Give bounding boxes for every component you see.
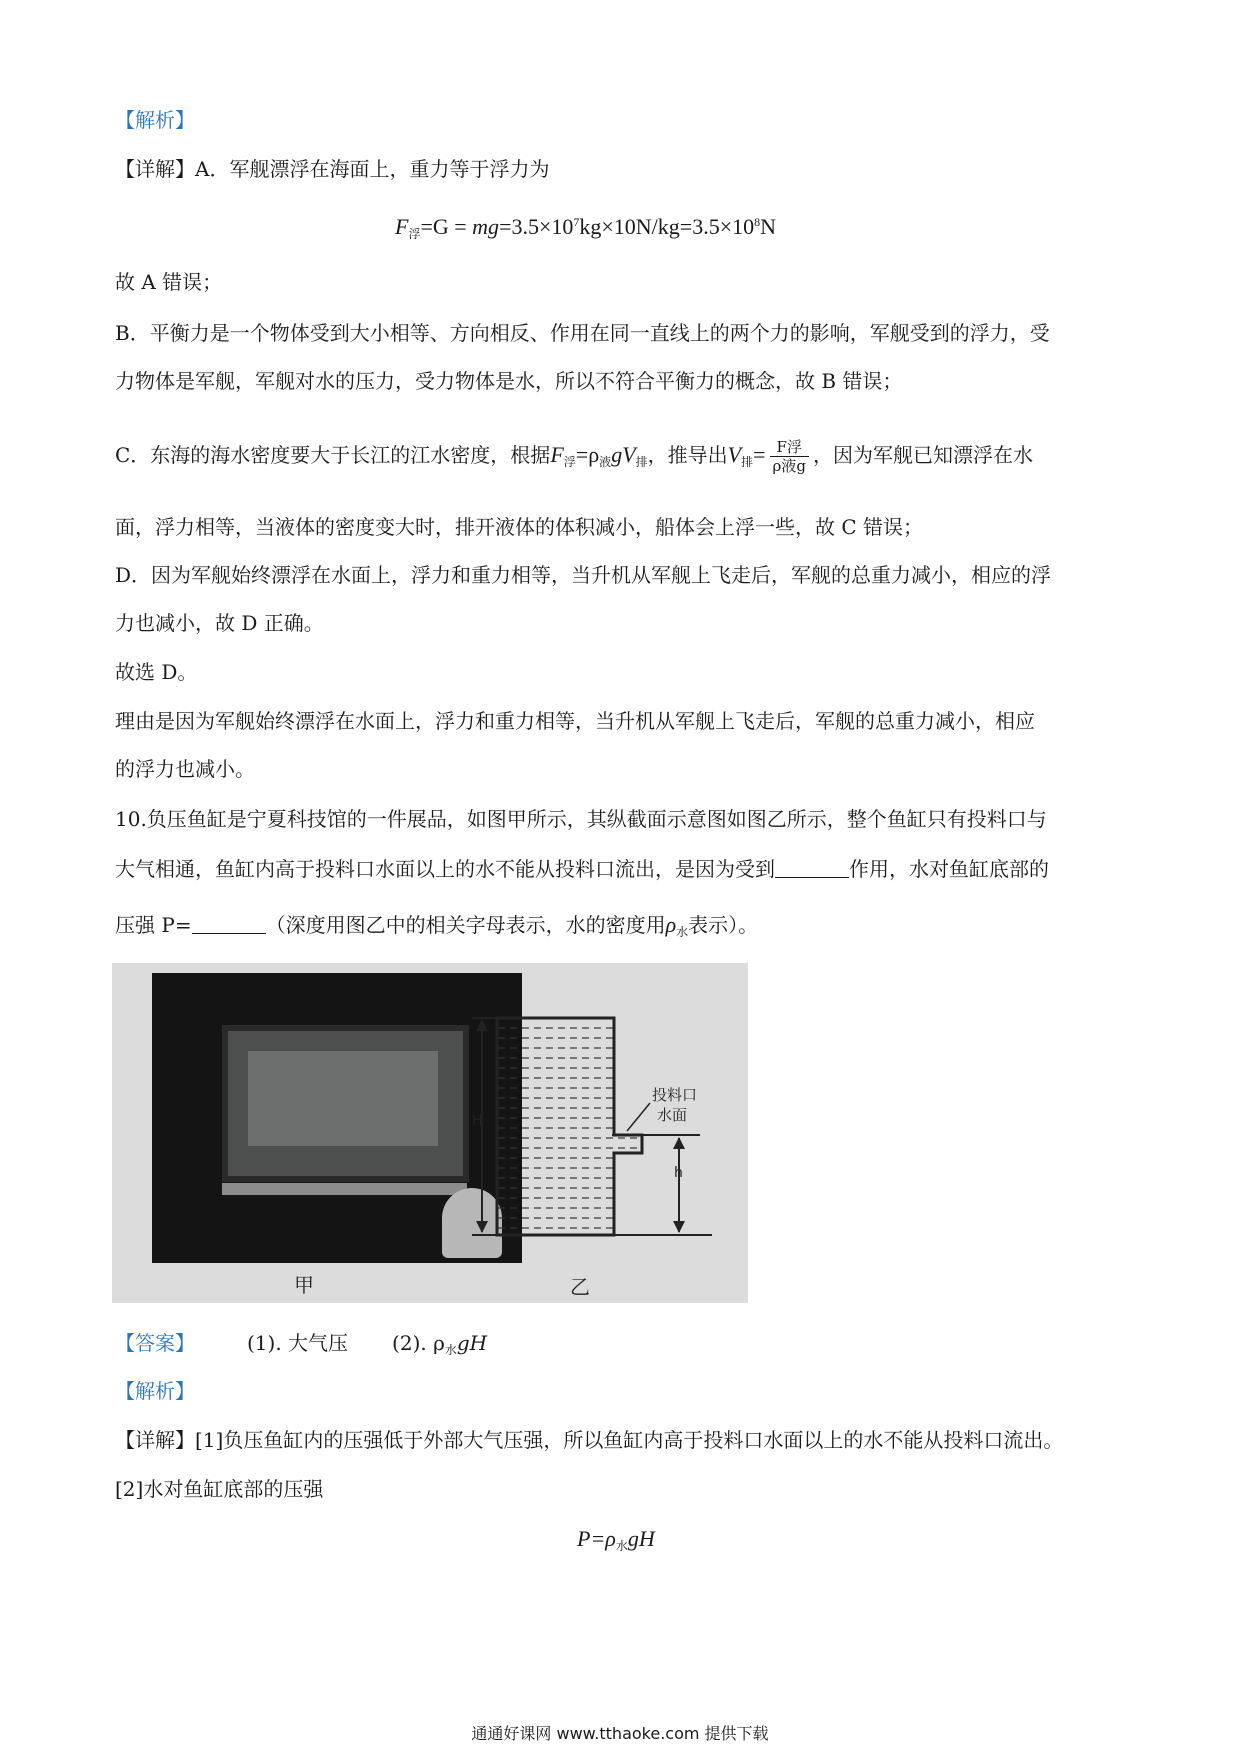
answer-blank-1 <box>775 857 849 878</box>
page-footer: 通通好课网 www.tthaoke.com 提供下载 <box>471 1724 769 1743</box>
final-pressure-formula: $P=\rho_水gH$ <box>577 1526 655 1553</box>
buoyancy-formula: $F_浮=G = mg=3.5\times 10^7kg\times 10N/kg=3.5\times 10^8N$ <box>395 214 777 241</box>
option-b-line-2: 力物体是军舰，军舰对水的压力，受力物体是水，所以不符合平衡力的概念，故 B 错误； <box>115 369 903 393</box>
option-c-line-1: C．东海的海水密度要大于长江的江水密度，根据$F_浮=\rho_液gV_排$，推导出$V_排=$ $\frac{\text{F浮}}{\text{ρ液g}}$ ，因为军舰已知漂浮在水 <box>115 438 1033 475</box>
detail-a-line <box>115 155 549 183</box>
label-water-surface: 水面 <box>657 1106 688 1124</box>
label-H: H <box>472 1113 483 1129</box>
label-jia: 甲 <box>294 1273 314 1297</box>
answer-line <box>115 1329 487 1364</box>
analysis-tag-2: 【解析】 <box>115 1379 195 1403</box>
fish-tank-diagram <box>112 963 748 1303</box>
answer-blank-2 <box>192 913 266 934</box>
reason-line-1: 理由是因为军舰始终漂浮在水面上，浮力和重力相等，当升机从军舰上飞走后，军舰的总重力减小，相应 <box>115 709 1035 733</box>
answer-1: (1). 大气压 <box>247 1331 349 1355</box>
answer-tag: 【答案】 <box>115 1331 195 1355</box>
volume-fraction: $\frac{\text{F浮}}{\text{ρ液g}}$ <box>770 438 809 475</box>
option-d-line-1: D．因为军舰始终漂浮在水面上，浮力和重力相等，当升机从军舰上飞走后，军舰的总重力减小，相应的浮 <box>115 563 1052 587</box>
option-b-line-1: B．平衡力是一个物体受到大小相等、方向相反、作用在同一直线上的两个力的影响，军舰受到的浮力，受 <box>115 321 1050 345</box>
option-a-text: A．军舰漂浮在海面上，重力等于浮力为 <box>195 157 550 181</box>
question-10-line-2: 大气相通，鱼缸内高于投料口水面以上的水不能从投料口流出，是因为受到 作用，水对鱼缸底部的 <box>115 857 1049 881</box>
option-a-conclusion: 故 A 错误； <box>115 270 223 294</box>
choice-conclusion: 故选 D。 <box>115 660 198 684</box>
fish-tank-figure <box>112 963 748 1303</box>
reason-line-2: 的浮力也减小。 <box>115 757 255 781</box>
detail-line-1: 【详解】[1]负压鱼缸内的压强低于外部大气压强，所以鱼缸内高于投料口水面以上的水不能从投料口流出。 <box>115 1428 1064 1452</box>
detail-line-2: [2]水对鱼缸底部的压强 <box>115 1477 324 1501</box>
answer-2: (2). $\rho_水gH$ <box>392 1331 488 1357</box>
question-10-line-3: 压强 P= （深度用图乙中的相关字母表示，水的密度用$\rho_水$表示）。 <box>115 912 759 939</box>
analysis-tag: 【解析】 <box>115 108 195 132</box>
label-feed-port: 投料口 <box>652 1086 698 1104</box>
label-h: h <box>674 1165 683 1181</box>
option-d-line-2: 力也减小，故 D 正确。 <box>115 611 324 635</box>
question-10-line-1: 10.负压鱼缸是宁夏科技馆的一件展品，如图甲所示，其纵截面示意图如图乙所示，整个鱼缸只有投料口与 <box>115 807 1047 831</box>
label-yi: 乙 <box>570 1275 590 1299</box>
detail-tag: 【详解】 <box>115 157 195 181</box>
option-c-line-2: 面，浮力相等，当液体的密度变大时，排开液体的体积减小，船体会上浮一些，故 C 错误； <box>115 515 924 539</box>
